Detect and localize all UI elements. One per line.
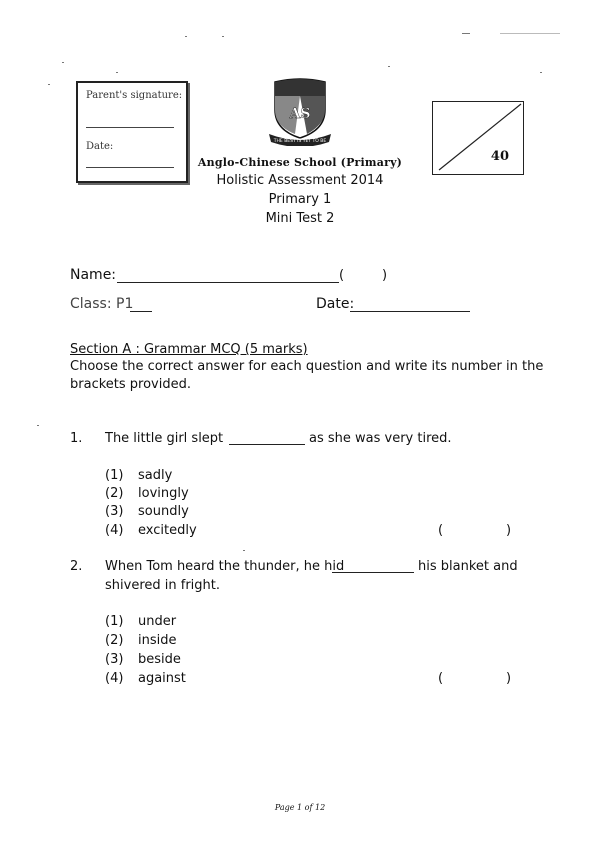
scan-speck	[540, 72, 542, 73]
scan-speck	[62, 62, 64, 63]
option-text: inside	[138, 633, 177, 648]
scan-speck	[116, 72, 118, 73]
date-label: Date:	[316, 296, 355, 312]
section-instruction: Choose the correct answer for each question and write its number in the	[70, 359, 544, 374]
register-number-close: )	[382, 268, 388, 283]
question-blank	[332, 572, 414, 573]
scan-speck	[185, 36, 187, 37]
option-number: (1)	[105, 614, 124, 629]
school-crest-logo	[265, 76, 335, 146]
test-title: Mini Test 2	[265, 211, 335, 226]
scan-speck	[37, 425, 39, 426]
option-text: lovingly	[138, 486, 189, 501]
option-number: (4)	[105, 671, 124, 686]
class-field[interactable]	[130, 311, 152, 312]
option-text: soundly	[138, 504, 189, 519]
school-name: Anglo-Chinese School (Primary)	[197, 156, 403, 169]
signature-date-label: Date:	[86, 141, 114, 152]
class-label: Class: P1	[70, 296, 134, 312]
answer-bracket-close: )	[506, 523, 512, 538]
score-diagonal	[433, 102, 523, 174]
scan-speck	[500, 33, 560, 34]
option-number: (4)	[105, 523, 124, 538]
assessment-title: Holistic Assessment 2014	[216, 173, 384, 188]
option-text: sadly	[138, 468, 173, 483]
question-number: 2.	[70, 559, 83, 574]
option-number: (1)	[105, 468, 124, 483]
answer-bracket-open: (	[438, 671, 444, 686]
question-text-cont: as she was very tired.	[309, 431, 452, 446]
question-text-line2: shivered in fright.	[105, 578, 220, 593]
answer-bracket-open: (	[438, 523, 444, 538]
score-box	[432, 101, 524, 175]
option-number: (3)	[105, 652, 124, 667]
date-field[interactable]	[350, 311, 470, 312]
signature-line	[86, 127, 174, 128]
question-text: When Tom heard the thunder, he hid	[105, 559, 345, 574]
question-text-cont: his blanket and	[418, 559, 518, 574]
name-field[interactable]	[117, 282, 339, 283]
option-number: (2)	[105, 486, 124, 501]
question-blank	[229, 444, 305, 445]
section-instruction-cont: brackets provided.	[70, 377, 191, 392]
score-total: 40	[490, 149, 509, 164]
page-number: Page 1 of 12	[274, 803, 326, 812]
answer-field[interactable]	[448, 669, 504, 687]
scan-speck	[222, 36, 224, 37]
scan-speck	[388, 66, 390, 67]
level-title: Primary 1	[268, 192, 332, 207]
register-number-open: (	[339, 268, 345, 283]
name-label: Name:	[70, 267, 117, 283]
crest-monogram: AS	[289, 106, 311, 122]
option-text: against	[138, 671, 186, 686]
question-text: The little girl slept	[105, 431, 224, 446]
answer-bracket-close: )	[506, 671, 512, 686]
crest-motto: THE BEST IS YET TO BE	[273, 139, 327, 144]
question-number: 1.	[70, 431, 83, 446]
option-number: (2)	[105, 633, 124, 648]
option-text: under	[138, 614, 177, 629]
option-number: (3)	[105, 504, 124, 519]
scan-speck	[462, 33, 470, 34]
parent-signature-label: Parent's signature:	[86, 90, 183, 101]
scan-speck	[48, 84, 50, 85]
section-title: Section A : Grammar MCQ (5 marks)	[70, 342, 308, 357]
option-text: excitedly	[138, 523, 197, 538]
scan-speck	[243, 550, 245, 551]
answer-field[interactable]	[448, 521, 504, 539]
option-text: beside	[138, 652, 181, 667]
